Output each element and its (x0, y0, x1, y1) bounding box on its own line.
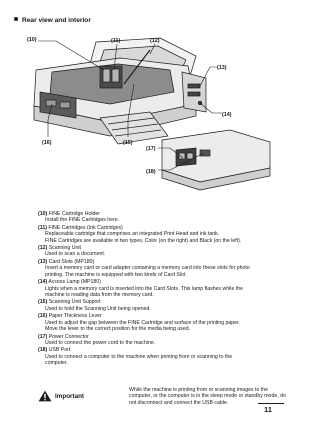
item-scanning-unit (38, 245, 286, 258)
item-number: (17) (38, 333, 48, 340)
item-paper-thickness-lever (38, 313, 286, 332)
item-title: Power Connector (48, 333, 89, 340)
item-description: machine is reading data from the memory card. (45, 291, 154, 298)
item-number: (11) (38, 224, 47, 231)
item-number: (10) (38, 211, 48, 217)
important-text-line: not disconnect and connect the USB cable. (129, 399, 229, 406)
item-title: USB Port (48, 347, 71, 354)
item-description: Replaceable cartridge that comprises an integrated Print Head and ink tank. (45, 231, 220, 238)
item-description: Used to adjust the gap between the FINE Cartridge and surface of the printing paper. (45, 319, 240, 326)
callout-15: (15) (123, 140, 133, 146)
item-description: Used to scan a document. (45, 251, 106, 258)
important-note (38, 387, 286, 411)
item-title: FINE Cartridge Holder (48, 211, 101, 217)
callout-13: (13) (217, 65, 227, 71)
important-text-line: computer, or the computer is in the sleep mode or standby mode, do (129, 393, 286, 400)
item-usb-port (38, 347, 286, 366)
item-description: Used to connect the power cord to the machine. (45, 339, 156, 346)
item-access-lamp (38, 279, 286, 298)
item-scanning-unit-support (38, 299, 286, 312)
item-number: (14) (38, 279, 48, 286)
item-number: (18) (38, 347, 48, 354)
printer-rear-illustration (162, 130, 270, 190)
callout-10: (10) (27, 37, 37, 43)
callout-16: (16) (42, 140, 52, 146)
item-description: FINE Cartridges are available in two types, Color (on the right) and Black (on the left). (45, 237, 242, 244)
section-heading-text: Rear view and interior (22, 17, 91, 24)
item-fine-cartridge-holder (38, 211, 286, 224)
item-number: (13) (38, 258, 48, 265)
important-label-text: Important (55, 392, 85, 400)
component-descriptions (38, 211, 286, 368)
item-description: Move the lever to the correct position for the media being used. (45, 325, 191, 332)
warning-icon (38, 390, 52, 402)
item-description: Used to connect a computer to the machine when printing from or scanning to the (45, 353, 233, 360)
item-description: Insert a memory card or card adapter containing a memory card into these slots for photo (45, 265, 250, 272)
item-fine-cartridges (38, 225, 286, 244)
printer-open-illustration (34, 38, 206, 144)
item-description: computer. (45, 360, 68, 367)
important-text-line: While the machine is printing from or scanning images to the (129, 387, 268, 393)
item-number: (15) (38, 299, 48, 306)
callout-12: (12) (150, 38, 160, 44)
page-number-rule (258, 403, 284, 404)
item-power-connector (38, 334, 286, 347)
item-title: Card Slots (MP180) (48, 258, 95, 265)
printer-illustration (0, 0, 300, 210)
callout-14: (14) (222, 112, 232, 118)
item-title: Paper Thickness Lever (48, 313, 102, 320)
item-title: Access Lamp (MP180) (48, 279, 101, 286)
item-description: Install the FINE Cartridges here. (45, 217, 120, 224)
important-label (38, 390, 84, 402)
callout-18: (18) (146, 169, 156, 175)
item-description: printing. The machine is equipped with two kinds of Card Slot. (45, 271, 187, 278)
item-title: Scanning Unit (48, 245, 81, 252)
item-number: (12) (38, 245, 48, 252)
item-description: Used to hold the Scanning Unit being opened. (45, 305, 151, 312)
item-title: FINE Cartridges (Ink Cartridges) (48, 224, 123, 231)
callout-17: (17) (146, 146, 156, 152)
page-number: 11 (264, 405, 272, 414)
item-title: Scanning Unit Support (48, 299, 101, 306)
item-description: Lights when a memory card is inserted into the Card Slots. This lamp flashes while the (45, 285, 243, 292)
item-number: (16) (38, 313, 48, 320)
item-card-slots (38, 259, 286, 278)
callout-11: (11) (111, 38, 121, 44)
